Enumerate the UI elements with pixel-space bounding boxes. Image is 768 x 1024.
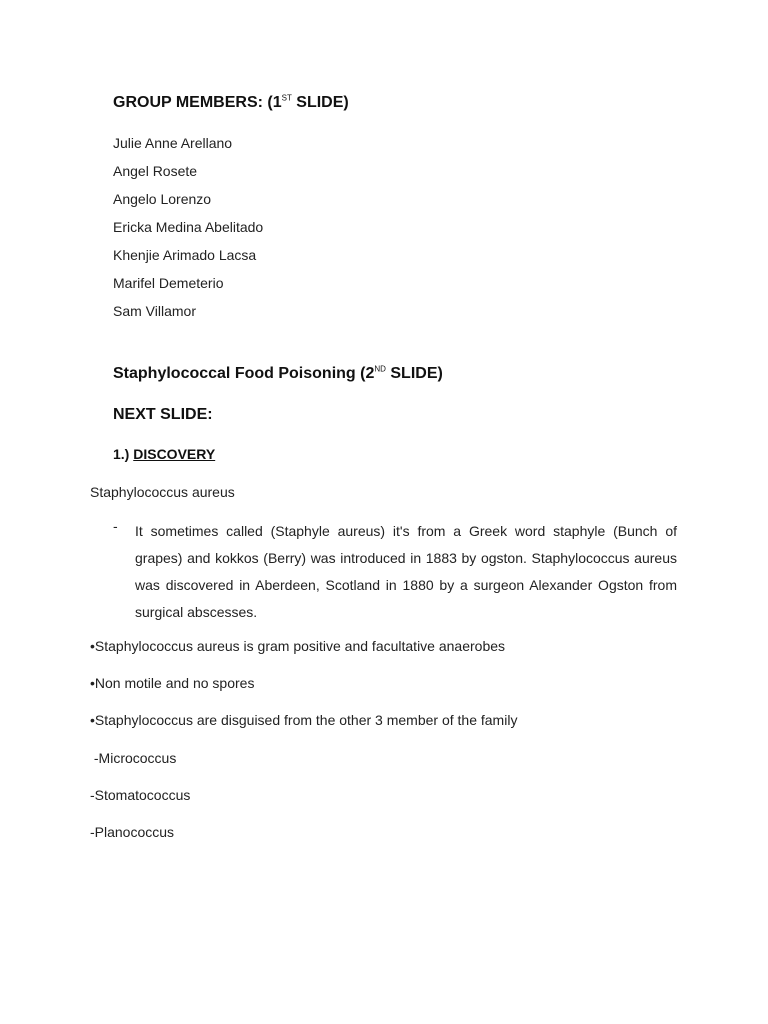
bullet-item: •Non motile and no spores xyxy=(90,675,255,691)
discovery-number: 1.) xyxy=(113,446,134,462)
dash-marker: - xyxy=(113,518,118,534)
member-name: Marifel Demeterio xyxy=(113,275,224,291)
discovery-paragraph xyxy=(113,518,677,626)
group-members-heading-end: SLIDE) xyxy=(291,94,349,111)
member-name: Khenjie Arimado Lacsa xyxy=(113,247,257,263)
member-name: Angel Rosete xyxy=(113,163,198,179)
discovery-paragraph-text: It sometimes called (Staphyle aureus) it's from a Greek word staphyle (Bunch of grapes) and kokkos (Berry) was introduced in 1883 by ogston. Staphylococcus aureus was discovered in Aberdeen, Scotland in 1880 by a surgeon Alexander Ogston from surgical abscesses. xyxy=(135,523,677,620)
bullet-item: •Staphylococcus aureus is gram positive and facultative anaerobes xyxy=(90,638,506,654)
topic-heading-sup: ND xyxy=(374,364,386,374)
member-name: Angelo Lorenzo xyxy=(113,191,212,207)
organism-name: Staphylococcus aureus xyxy=(90,484,235,500)
member-name: Ericka Medina Abelitado xyxy=(113,219,264,235)
family-member-item: -Planococcus xyxy=(90,824,175,840)
bullet-item: •Staphylococcus are disguised from the other 3 member of the family xyxy=(90,712,518,728)
topic-heading-text: Staphylococcal Food Poisoning (2 xyxy=(113,365,375,382)
topic-heading-end: SLIDE) xyxy=(385,365,443,382)
group-members-heading xyxy=(113,94,349,112)
next-slide-heading: NEXT SLIDE: xyxy=(113,406,213,423)
member-name: Julie Anne Arellano xyxy=(113,135,233,151)
topic-heading xyxy=(113,365,443,383)
family-member-item: -Micrococcus xyxy=(90,750,177,766)
discovery-heading xyxy=(113,446,215,462)
group-members-heading-sup: ST xyxy=(281,93,292,103)
discovery-title: DISCOVERY xyxy=(133,446,216,462)
group-members-heading-text: GROUP MEMBERS: (1 xyxy=(113,94,282,111)
member-name: Sam Villamor xyxy=(113,303,196,319)
family-member-item: -Stomatococcus xyxy=(90,787,191,803)
